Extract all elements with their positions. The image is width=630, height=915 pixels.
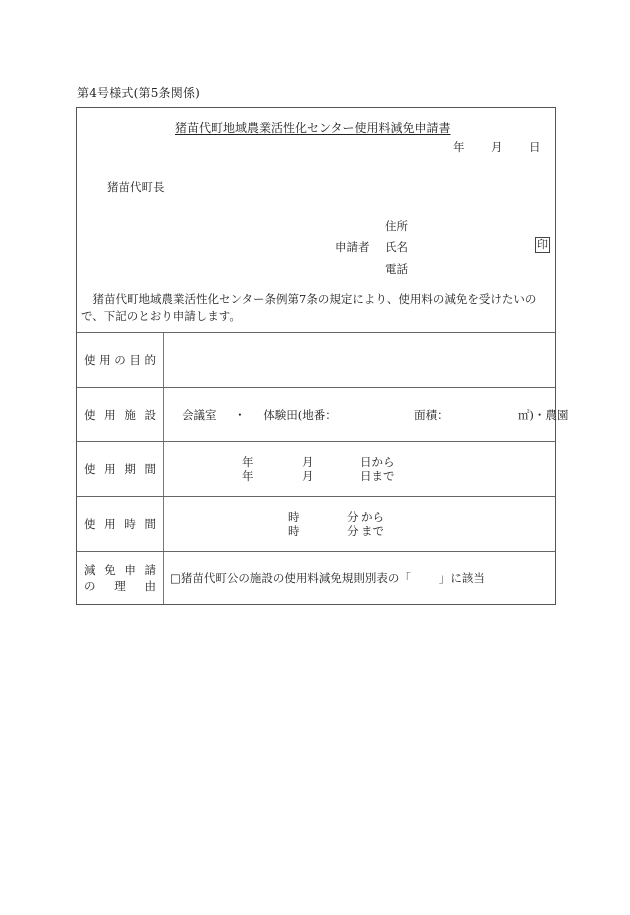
label-char: 使 <box>84 353 96 367</box>
application-form <box>76 107 569 605</box>
facility-option-meeting-room[interactable]: 会議室 <box>182 408 217 422</box>
from-hour[interactable]: 時 <box>288 510 300 524</box>
form-number: 第4号様式(第5条関係) <box>77 86 201 100</box>
label-char: 用 <box>104 407 116 422</box>
label-char: 用 <box>104 462 116 476</box>
application-statement: 猪苗代町地域農業活性化センター条例第7条の規定により、使用料の減免を受けたいので、下記のとおり申請します。 <box>81 292 537 323</box>
label-char: 減 <box>84 563 96 577</box>
to-minute[interactable]: 分 <box>347 524 359 538</box>
date-line <box>453 139 539 155</box>
to-suffix: まで <box>361 524 384 538</box>
row-facility <box>77 388 569 442</box>
date-year[interactable]: 年 <box>453 140 465 154</box>
label-char: 使 <box>84 517 96 531</box>
from-month[interactable]: 月 <box>302 455 314 469</box>
facility-label <box>77 388 164 441</box>
facility-option-experience-field[interactable]: 体験田(地番： <box>263 408 337 422</box>
period-value <box>164 442 555 496</box>
to-day[interactable]: 日まで <box>360 469 395 483</box>
period-from[interactable] <box>242 455 395 469</box>
area-label: 面積： <box>414 408 449 422</box>
purpose-label <box>77 333 164 387</box>
to-year[interactable]: 年 <box>242 469 254 483</box>
label-char: の <box>84 579 96 593</box>
seal-mark-icon: 印 <box>537 238 548 251</box>
applicant-block <box>335 218 550 278</box>
time-to[interactable] <box>288 524 384 538</box>
from-suffix: から <box>361 510 384 524</box>
label-char: 理 <box>114 579 126 593</box>
date-month[interactable]: 月 <box>491 140 503 154</box>
row-purpose <box>77 333 555 388</box>
time-value <box>164 497 555 551</box>
label-char: 用 <box>104 517 116 531</box>
label-char: 由 <box>144 579 156 593</box>
address-field[interactable]: 住所 <box>385 219 408 233</box>
label-char: 時 <box>124 517 136 531</box>
purpose-input[interactable] <box>164 333 555 387</box>
reason-value <box>164 552 555 604</box>
area-unit-and-farm-option[interactable]: ㎡)・農園 <box>517 408 569 422</box>
label-char: 期 <box>124 462 136 476</box>
row-time <box>77 497 555 552</box>
row-reason <box>77 552 555 604</box>
reason-text-before: 猪苗代町公の施設の使用料減免規則別表の「 <box>180 571 411 585</box>
period-to[interactable] <box>242 469 395 483</box>
label-char: の <box>114 353 126 367</box>
label-char: 申 <box>124 563 136 577</box>
label-char: 免 <box>104 563 116 577</box>
to-month[interactable]: 月 <box>302 469 314 483</box>
time-from[interactable] <box>288 510 384 524</box>
form-header <box>77 108 555 333</box>
from-day[interactable]: 日から <box>360 455 395 469</box>
name-field[interactable]: 氏名 <box>385 240 408 254</box>
period-label <box>77 442 164 496</box>
label-char: 請 <box>144 563 156 577</box>
separator-dot: ・ <box>234 408 246 422</box>
from-year[interactable]: 年 <box>242 455 254 469</box>
addressee: 猪苗代町長 <box>107 180 165 194</box>
label-char: 間 <box>144 517 156 531</box>
date-day[interactable]: 日 <box>529 140 541 154</box>
document-title: 猪苗代町地域農業活性化センター使用料減免申請書 <box>175 121 451 135</box>
label-char: 使 <box>84 462 96 476</box>
label-char: 用 <box>99 353 111 367</box>
reason-checkbox[interactable]: □ <box>170 571 181 585</box>
label-char: 間 <box>144 462 156 476</box>
facility-value <box>164 388 569 441</box>
label-char: 的 <box>144 353 156 367</box>
label-char: 使 <box>84 407 96 422</box>
applicant-role-label: 申請者 <box>335 240 370 254</box>
phone-field[interactable]: 電話 <box>385 262 408 276</box>
label-char: 目 <box>129 353 141 367</box>
label-char: 施 <box>124 407 136 422</box>
label-char: 設 <box>144 407 156 422</box>
from-minute[interactable]: 分 <box>347 510 359 524</box>
reason-text-after: 」に該当 <box>438 571 485 585</box>
time-label <box>77 497 164 551</box>
row-period <box>77 442 555 497</box>
to-hour[interactable]: 時 <box>288 524 300 538</box>
reason-label <box>77 552 164 604</box>
